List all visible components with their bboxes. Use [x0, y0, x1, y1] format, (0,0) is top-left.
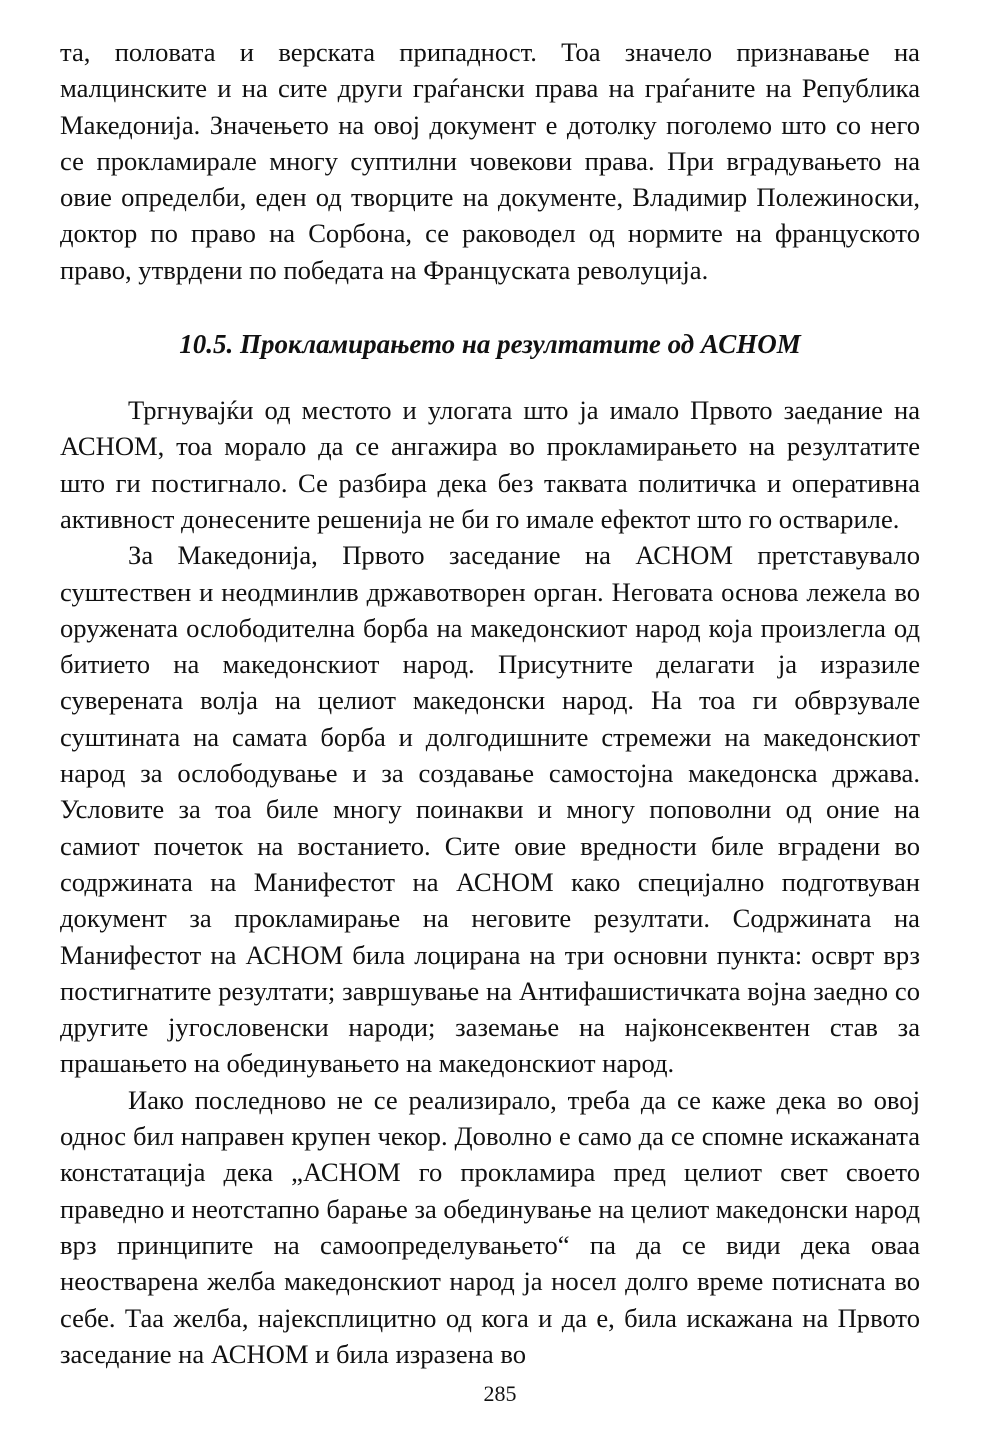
paragraph: Тргнувајќи од местото и улогата што ја имало Првото заедание на АСНОМ, тоа морало да се ангажира во прокламирањето на резултатите што ги постигнало. Се разбира дека без таквата политичка и оперативна активност донесените решенија не би го имале ефектот што го оствариле.	[60, 395, 920, 534]
paragraph-continuation: та, половата и верската припадност. Тоа значело признавање на малцинските и на сите други граѓански права на граѓаните на Република Македонија. Значењето на овој документ е дотолку поголемо што со него се прокламирале многу суптилни човекови права. При вградувањето на овие определби, еден од творците на документе, Владимир Полежиноски, доктор по право на Сорбона, се раководел од нормите на француското право, утврдени по победата на Француската револуција.	[60, 37, 920, 285]
section-heading: 10.5. Прокламирањето на резултатите од АСНОМ	[179, 329, 801, 360]
page-number: 285	[483, 1381, 517, 1406]
paragraph: За Македонија, Првото заседание на АСНОМ претставувало суштествен и неодминлив државотворен орган. Неговата основа лежела во оружената ослободителна борба на македонскиот народ која произлегла од битието на македонскиот народ. Присутните делагати ја изразиле суверената волја на целиот македонски народ. На тоа ги обврзувале суштината на самата борба и долгодишните стремежи на македонскиот народ за ослободување и за создавање самостојна македонска држава. Условите за тоа биле многу поинакви и многу поповолни од оние на самиот почеток на востанието. Сите овие вредности биле вградени во содржината на Манифестот на АСНОМ како специјално подготвуван документ за прокламирање на неговите резултати. Содржината на Манифестот на АСНОМ била лоцирана на три основни пункта: осврт врз постигнатите резултати; завршување на Антифашистичката војна заедно со другите југословенски народи; заземање на најконсеквентен став за прашањето на обединувањето на македонскиот народ.	[60, 540, 920, 1079]
document-page	[60, 34, 920, 1372]
paragraph: Иако последново не се реализирало, треба да се каже дека во овој однос бил направен крупен чекор. Доволно е само да се спомне искажаната констатација дека „АСНОМ го прокламира пред целиот свет своето праведно и неотстапно барање за обединување на целиот македонски народ врз принципите на самоопределувањето“ па да се види дека оваа неостварена желба македонскиот народ ја носел долго време потисната во себе. Таа желба, најексплицитно од кога и да е, била искажана на Првото заседание на АСНОМ и била изразена во	[60, 1084, 920, 1369]
